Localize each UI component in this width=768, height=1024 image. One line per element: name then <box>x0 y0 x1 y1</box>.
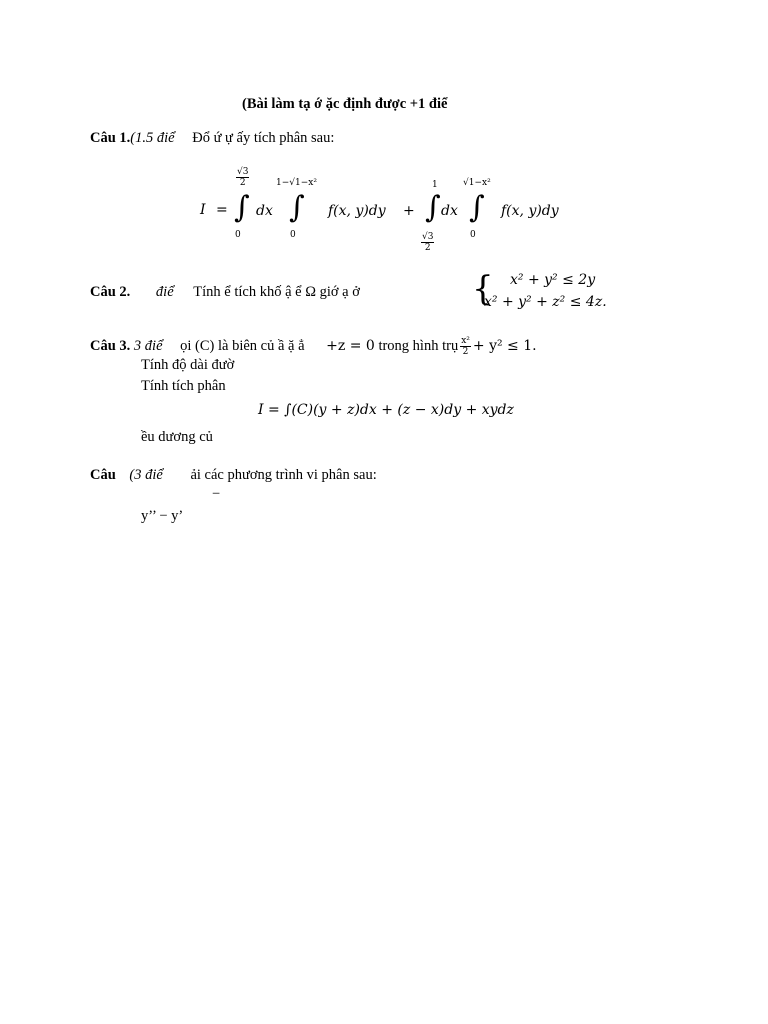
question-3-integral: I = ∫(C)(y + z)dx + (z − x)dy + xydz <box>258 402 514 418</box>
question-3-label: Câu 3. <box>90 337 131 354</box>
question-3-part-a: Tính độ dài đườ <box>141 357 235 373</box>
question-4-dash: − <box>212 486 221 502</box>
formula-dx-2: dx <box>441 203 458 219</box>
question-4-equation: y’’ − y’ <box>141 508 184 524</box>
question-4-text: ải các phương trình vi phân sau: <box>190 467 377 483</box>
question-3-part-b: Tính tích phân <box>141 378 226 394</box>
integral-3-lower-bound: $\frac{√3}{2}$ <box>422 232 434 253</box>
question-3-points: 3 điể <box>133 337 163 354</box>
question-3-line <box>90 336 537 357</box>
integral-4-lower-bound: 0 <box>470 230 476 240</box>
integral-sign-4: ∫ <box>469 190 485 225</box>
question-1-label: Câu 1. <box>90 130 131 146</box>
system-brace: { <box>472 269 494 309</box>
question-3-part-c: ều dương củ <box>141 429 213 445</box>
integral-sign-2: ∫ <box>289 190 305 225</box>
question-4-line <box>90 467 377 484</box>
integral-sign-1: ∫ <box>234 190 250 225</box>
page-title: (Bài làm tạ ớ ặc định được +1 điể <box>242 96 448 112</box>
formula-equals: = <box>216 202 228 218</box>
question-3-text-cylinder: trong hình trụ <box>378 337 459 354</box>
system-inequality-1: x² + y² ≤ 2y <box>510 272 596 288</box>
question-1-line <box>90 130 334 147</box>
question-3-plane: +z = 0 <box>326 337 375 354</box>
formula-plus: + <box>403 203 415 219</box>
integral-3-upper-bound: 1 <box>432 180 438 190</box>
formula-dx-1: dx <box>256 203 273 219</box>
question-4-points: (3 điể <box>129 467 163 483</box>
integral-2-lower-bound: 0 <box>290 230 296 240</box>
question-1-points: (1.5 điể <box>130 130 175 146</box>
question-4-label: Câu <box>90 467 116 483</box>
question-2-points: điể <box>155 284 174 300</box>
question-3-text: ọi (C) là biên củ ầ ặ ẳ <box>180 337 305 354</box>
question-3-fraction: $\frac{\text{x²}}{2}$ <box>461 336 470 357</box>
integral-2-upper-bound: 1−√1−x² <box>276 178 317 188</box>
question-2-line <box>90 284 360 301</box>
integral-1-lower-bound: 0 <box>235 230 241 240</box>
formula-f-1: f(x, y)dy <box>328 203 386 219</box>
integral-sign-3: ∫ <box>425 190 441 225</box>
question-2-text: Tính ể tích khố ậ ể Ω giớ ạ ở <box>193 284 360 300</box>
question-2-label: Câu 2. <box>90 284 131 300</box>
formula-f-2: f(x, y)dy <box>501 203 559 219</box>
system-inequality-2: x² + y² + z² ≤ 4z. <box>484 294 607 310</box>
question-1-text: Đổ ứ ự ấy tích phân sau: <box>192 130 335 146</box>
question-3-inequality: + y² ≤ 1. <box>472 337 537 354</box>
integral-1-upper-bound: $\frac{√3}{2}$ <box>237 167 249 188</box>
formula-I: I <box>200 202 206 218</box>
integral-4-upper-bound: √1−x² <box>463 178 491 188</box>
